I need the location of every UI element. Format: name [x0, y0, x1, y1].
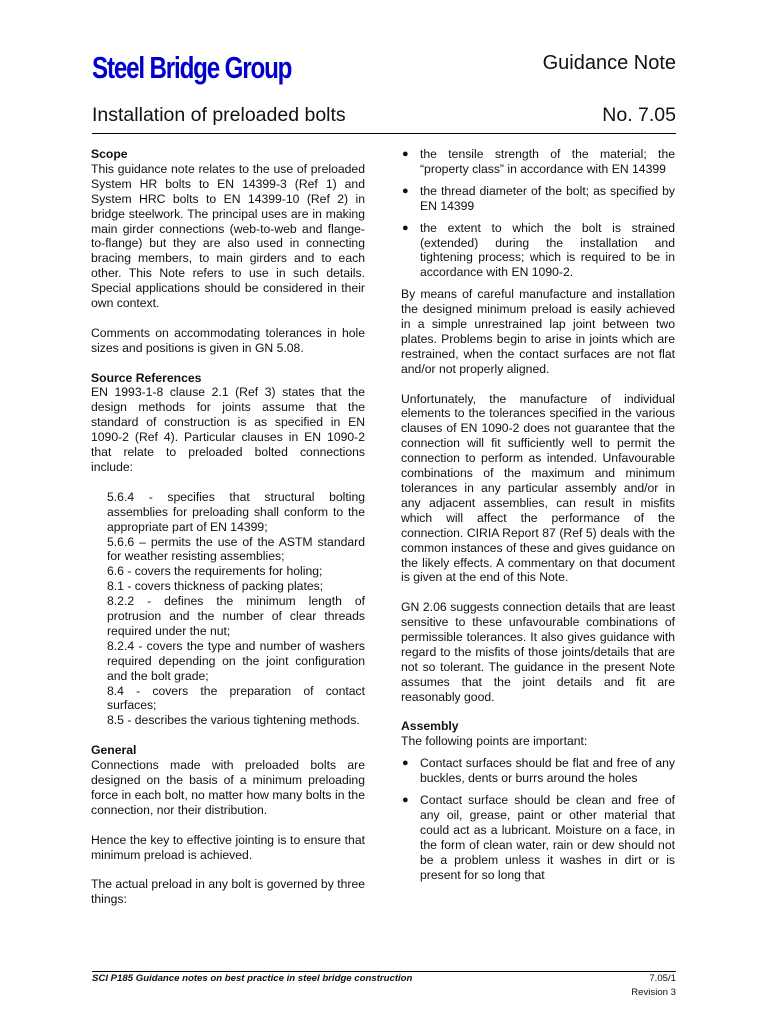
- list-item: [401, 184, 675, 214]
- general-heading: General: [91, 743, 137, 758]
- scope-heading: Scope: [91, 147, 128, 161]
- general-paragraph-1: Connections made with preloaded bolts are designed on the basis of a minimum preloading force in each bolt, no matter how many bolts in the connection, nor their distribution.: [91, 758, 365, 817]
- list-item: [401, 147, 675, 177]
- clause-list: [107, 490, 365, 729]
- bullet-icon: ●: [402, 221, 409, 234]
- clause-item: 8.4 - covers the preparation of contact surfaces;: [107, 683, 365, 713]
- note-number: No. 7.05: [602, 104, 676, 126]
- header-divider: [92, 133, 676, 134]
- assembly-list: [401, 756, 675, 882]
- right-paragraph-2: Unfortunately, the manufacture of individual elements to the tolerances specified in the various clauses of EN 1090-2 does not guarantee that the connection will fit sufficiently well to permit the connection to perform as intended. Unfavourable combinations of the maximum and minimum tolerances in any particular assembly and/or in any adjacent assemblies, can result in misfits which will affect the performance of the connection. CIRIA Report 87 (Ref 5) deals with the common instances of these and gives guidance on the likely effects. A commentary on that document is given at the end of this Note.: [401, 391, 675, 585]
- list-item-text: the tensile strength of the material; the “property class” in accordance with EN 14399: [420, 147, 675, 176]
- list-item-text: the thread diameter of the bolt; as specified by EN 14399: [420, 183, 675, 213]
- preload-factors-list: [401, 147, 675, 280]
- general-paragraph-2: Hence the key to effective jointing is to ensure that minimum preload is achieved.: [91, 832, 365, 862]
- bullet-icon: ●: [402, 757, 409, 770]
- footer-divider: [92, 971, 676, 972]
- left-column: [91, 147, 365, 922]
- clause-item: 8.5 - describes the various tightening methods.: [107, 713, 360, 728]
- brand-logo: Steel Bridge Group: [92, 50, 292, 85]
- clause-item: 8.1 - covers thickness of packing plates;: [107, 579, 324, 594]
- footer-revision: Revision 3: [631, 987, 676, 998]
- list-item-text: Contact surfaces should be flat and free of any buckles, dents or burrs around the holes: [420, 756, 675, 786]
- source-references-paragraph: EN 1993-1-8 clause 2.1 (Ref 3) states that the design methods for joints assume that the standard of construction is as specified in EN 1090-2 (Ref 4). Particular clauses in EN 1090-2 that relate to preloaded bolted connections include:: [91, 385, 365, 474]
- footer-publication: SCI P185 Guidance notes on best practice in steel bridge construction: [92, 973, 413, 984]
- scope-paragraph-1: This guidance note relates to the use of preloaded System HR bolts to EN 14399-3 (Ref 1) and System HRC bolts to EN 14399-10 (Ref 2) in bridge steelwork. The principal uses are in making main girder connections (web-to-web and flange-to-flange) but they are also used in connecting bracing members, to main girders and to each other. This Note refers to use in such details. Special applications should be considered in their own context.: [91, 161, 365, 311]
- clause-item: 6.6 - covers the requirements for holing;: [107, 564, 323, 579]
- right-paragraph-1: By means of careful manufacture and installation the designed minimum preload is easily achieved in a simple unrestrained lap joint between two plates. Problems begin to arise in joints which are restrained, when the contact surfaces are not flat and/or not properly aligned.: [401, 287, 675, 376]
- clause-item: 5.6.4 - specifies that structural bolting assemblies for preloading shall conform to the appropriate part of EN 14399;: [107, 489, 365, 534]
- list-item: [401, 756, 675, 786]
- footer-page-number: 7.05/1: [649, 973, 676, 984]
- scope-paragraph-2: Comments on accommodating tolerances in hole sizes and positions is given in GN 5.08.: [91, 325, 365, 355]
- list-item: [401, 221, 675, 281]
- right-paragraph-3: GN 2.06 suggests connection details that are least sensitive to these unfavourable combinations of permissible tolerances. It also gives guidance with regard to the misfits of those joints/details that are not so tolerant. The guidance in the present Note assumes that the joint details and fit are reasonably good.: [401, 600, 675, 704]
- list-item-text: the extent to which the bolt is strained (extended) during the installation and tightening process; which is required to be in accordance with EN 1090-2.: [420, 220, 675, 280]
- clause-item: 8.2.2 - defines the minimum length of protrusion and the number of clear threads required under the nut;: [107, 594, 365, 638]
- list-item: [401, 793, 675, 882]
- right-column: [401, 147, 675, 890]
- assembly-intro: The following points are important:: [401, 734, 588, 749]
- bullet-icon: ●: [402, 184, 409, 197]
- source-references-heading: Source References: [91, 370, 202, 385]
- clause-item: 8.2.4 - covers the type and number of washers required depending on the joint configuration and the bolt grade;: [107, 638, 365, 683]
- general-paragraph-3: The actual preload in any bolt is governed by three things:: [91, 877, 365, 907]
- note-type: Guidance Note: [542, 52, 676, 74]
- assembly-heading: Assembly: [401, 719, 459, 734]
- bullet-icon: ●: [402, 794, 409, 807]
- page-title: Installation of preloaded bolts: [92, 104, 346, 126]
- list-item-text: Contact surface should be clean and free of any oil, grease, paint or other material that could act as a lubricant. Moisture on a face, in the form of clean water, rain or dew should not be a problem unless it washes in dirt or is present for so long that: [420, 793, 675, 882]
- bullet-icon: ●: [402, 148, 409, 160]
- clause-item: 5.6.6 – permits the use of the ASTM standard for weather resisting assemblies;: [107, 534, 365, 564]
